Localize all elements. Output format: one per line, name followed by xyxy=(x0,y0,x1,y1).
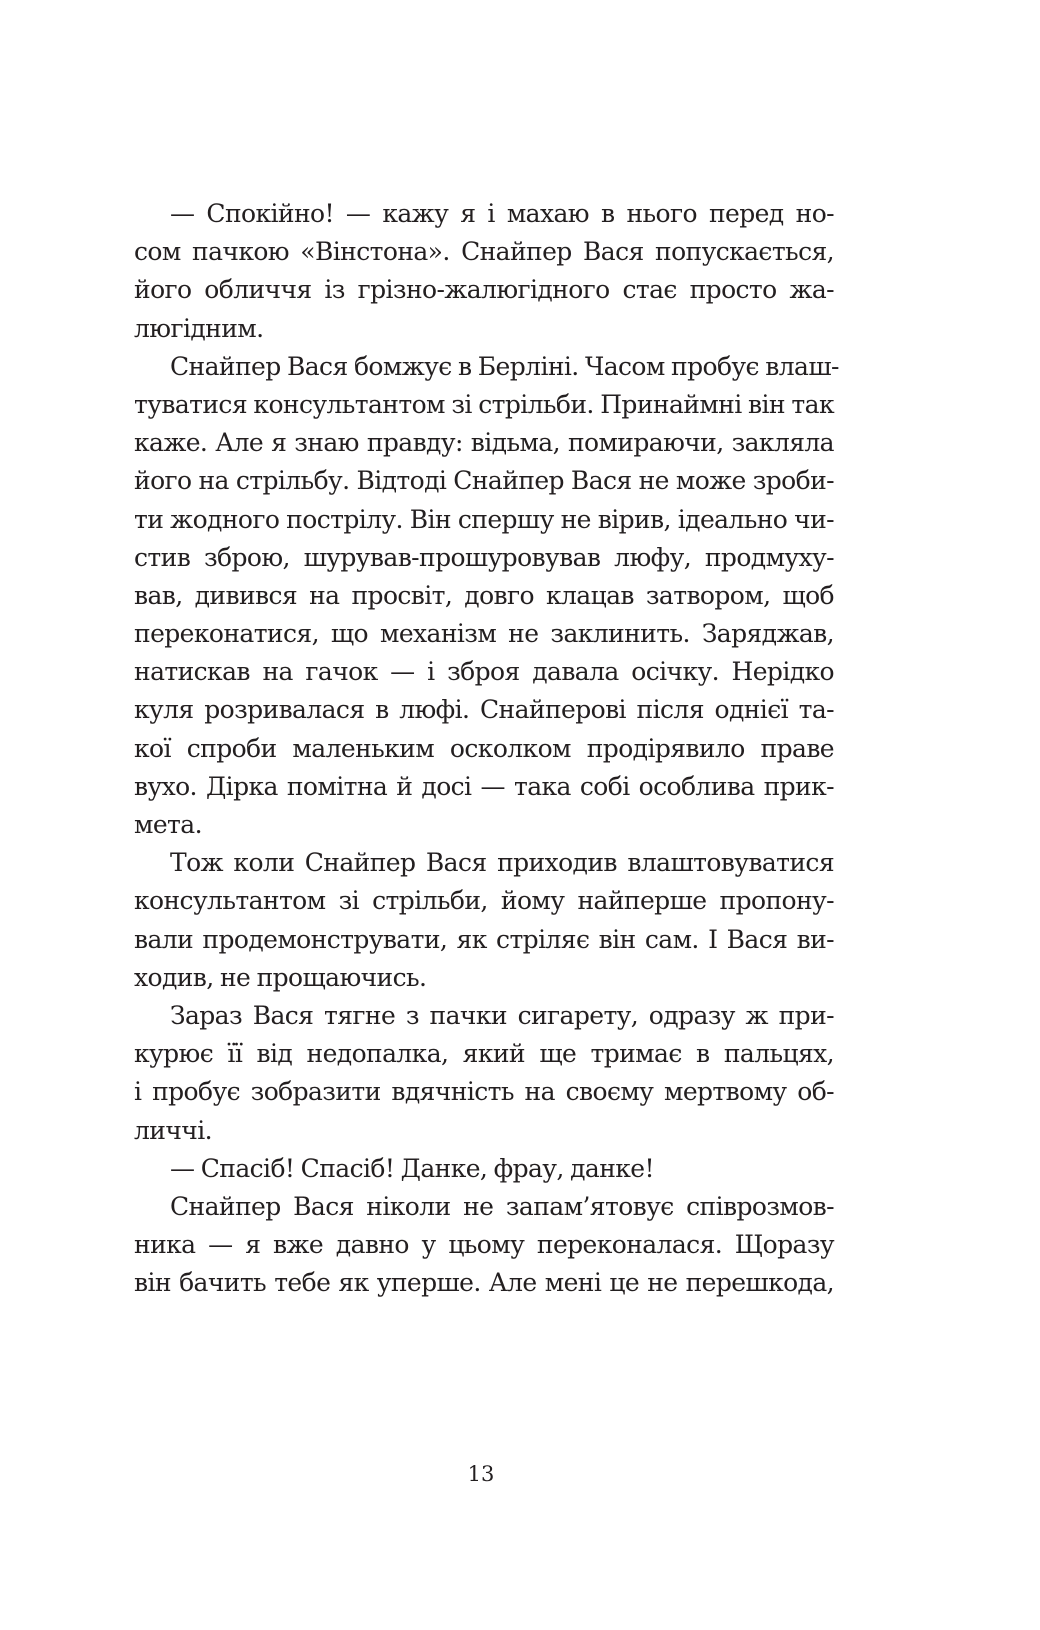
text-line: його обличчя із грізно-жалюгідного стає просто жа- xyxy=(134,275,834,305)
text-line: він бачить тебе як уперше. Але мені це не перешкода, xyxy=(134,1268,834,1298)
paragraph xyxy=(134,348,839,844)
paragraph-dialogue xyxy=(134,1150,834,1188)
text-line: Зараз Вася тягне з пачки сигарету, одразу ж при- xyxy=(170,1000,834,1030)
text-line: ходив, не прощаючись. xyxy=(134,962,427,992)
paragraph xyxy=(134,195,834,348)
text-line: його на стрільбу. Відтоді Снайпер Вася не може зроби- xyxy=(134,466,834,496)
text-line: — Спокійно! — кажу я і махаю в нього перед но- xyxy=(170,199,834,228)
text-line: вав, дивився на просвіт, довго клацав затвором, щоб xyxy=(134,580,834,610)
paragraph xyxy=(134,1188,834,1303)
text-line: ти жодного пострілу. Він спершу не вірив, ідеально чи- xyxy=(134,504,834,534)
text-line: кої спроби маленьким осколком продірявило праве xyxy=(134,733,834,763)
text-line: консультантом зі стрільби, йому найперше пропону- xyxy=(134,886,834,916)
text-line: стив зброю, шурував-прошуровував люфу, продмуху- xyxy=(134,542,834,572)
page-number: 13 xyxy=(467,1462,495,1486)
text-line: курює її від недопалка, який ще тримає в пальцях, xyxy=(134,1039,834,1069)
body-text xyxy=(134,195,839,1302)
text-line: вали продемонструвати, як стріляє він сам. І Вася ви- xyxy=(134,924,834,954)
text-line: сом пачкою «Вінстона». Снайпер Вася попускається, xyxy=(134,237,834,267)
text-line: люгідним. xyxy=(134,313,264,343)
text-line: і пробує зобразити вдячність на своєму мертвому об- xyxy=(134,1077,834,1107)
text-line: Снайпер Вася бомжує в Берліні. Часом пробує влаш- xyxy=(170,351,839,381)
text-line: ника — я вже давно у цьому переконалася. Щоразу xyxy=(134,1230,834,1260)
text-line: каже. Але я знаю правду: відьма, помираючи, закляла xyxy=(134,428,834,458)
text-line: мета. xyxy=(134,810,202,839)
text-line: Тож коли Снайпер Вася приходив влаштовуватися xyxy=(170,848,834,878)
text-line: натискав на гачок — і зброя давала осічку. Нерідко xyxy=(134,657,834,687)
paragraph xyxy=(134,844,834,997)
text-line: куля розривалася в люфі. Снайперові після однієї та- xyxy=(134,695,834,725)
text-line: — Спасіб! Спасіб! Данке, фрау, данке! xyxy=(170,1153,654,1183)
text-line: вухо. Дірка помітна й досі — така собі особлива прик- xyxy=(134,771,834,801)
text-line: переконатися, що механізм не заклинить. Заряджав, xyxy=(134,619,834,649)
text-line: личчі. xyxy=(134,1115,212,1145)
paragraph xyxy=(134,997,834,1150)
text-line: туватися консультантом зі стрільби. Принаймні він так xyxy=(134,389,834,419)
text-line: Снайпер Вася ніколи не запам’ятовує співрозмов- xyxy=(170,1191,834,1221)
